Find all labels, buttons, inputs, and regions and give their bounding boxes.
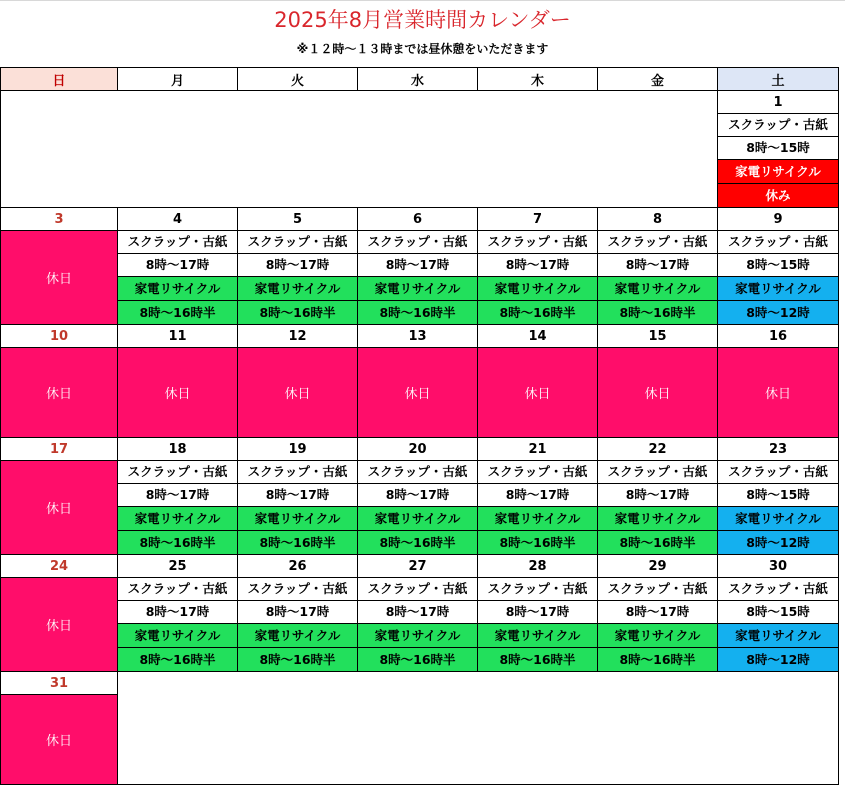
- week-4-dates: [1, 555, 839, 578]
- recycle-hours: 8時～16時半: [238, 531, 358, 555]
- empty-trailing-cells: [118, 672, 839, 785]
- empty-leading-cells: [1, 91, 718, 208]
- scrap-label: スクラップ・古紙: [478, 461, 598, 484]
- day-number: 15: [598, 325, 718, 348]
- day-number: 17: [1, 438, 118, 461]
- scrap-label: スクラップ・古紙: [478, 231, 598, 254]
- day-number: 16: [718, 325, 839, 348]
- top-rule: [0, 0, 845, 1]
- day-number: 22: [598, 438, 718, 461]
- day-number: 18: [118, 438, 238, 461]
- recycle-hours: 8時～16時半: [598, 301, 718, 325]
- calendar-grid: [0, 67, 839, 785]
- scrap-hours: 8時～17時: [478, 254, 598, 277]
- week-3-dates: [1, 438, 839, 461]
- weekday-wed: 水: [358, 68, 478, 91]
- day-number: 4: [118, 208, 238, 231]
- recycle-hours: 8時～16時半: [118, 648, 238, 672]
- recycle-hours: 8時～16時半: [238, 648, 358, 672]
- day-number: 11: [118, 325, 238, 348]
- recycle-label: 家電リサイクル: [598, 624, 718, 648]
- holiday-cell: 休日: [1, 461, 118, 555]
- day-number: 24: [1, 555, 118, 578]
- scrap-hours: 8時～15時: [718, 137, 839, 160]
- recycle-hours: 8時～12時: [718, 301, 839, 325]
- recycle-label: 家電リサイクル: [358, 277, 478, 301]
- scrap-hours: 8時～17時: [358, 484, 478, 507]
- recycle-label: 家電リサイクル: [118, 277, 238, 301]
- weekday-fri: 金: [598, 68, 718, 91]
- recycle-closed: 休み: [718, 184, 839, 208]
- recycle-label: 家電リサイクル: [238, 507, 358, 531]
- scrap-label: スクラップ・古紙: [718, 231, 839, 254]
- day-number: 21: [478, 438, 598, 461]
- day-number: 7: [478, 208, 598, 231]
- scrap-label: スクラップ・古紙: [718, 578, 839, 601]
- day-number: 27: [358, 555, 478, 578]
- day-number: 8: [598, 208, 718, 231]
- scrap-hours: 8時～17時: [238, 601, 358, 624]
- weekday-header-row: [1, 68, 839, 91]
- recycle-hours: 8時～16時半: [118, 531, 238, 555]
- scrap-label: スクラップ・古紙: [598, 578, 718, 601]
- day-number: 13: [358, 325, 478, 348]
- recycle-label: 家電リサイクル: [358, 624, 478, 648]
- weekday-sat: 土: [718, 68, 839, 91]
- day-number: 10: [1, 325, 118, 348]
- holiday-cell: 休日: [598, 348, 718, 438]
- scrap-hours: 8時～17時: [358, 254, 478, 277]
- scrap-label: スクラップ・古紙: [718, 114, 839, 137]
- week-5-dates: [1, 672, 839, 695]
- recycle-label: 家電リサイクル: [718, 624, 839, 648]
- scrap-label: スクラップ・古紙: [478, 578, 598, 601]
- scrap-label: スクラップ・古紙: [118, 231, 238, 254]
- day-number: 20: [358, 438, 478, 461]
- scrap-hours: 8時～17時: [598, 601, 718, 624]
- recycle-hours: 8時～16時半: [358, 531, 478, 555]
- holiday-cell: 休日: [1, 578, 118, 672]
- recycle-hours: 8時～16時半: [358, 301, 478, 325]
- day-number: 23: [718, 438, 839, 461]
- recycle-label: 家電リサイクル: [118, 624, 238, 648]
- day-number: 29: [598, 555, 718, 578]
- day-number: 14: [478, 325, 598, 348]
- holiday-cell: 休日: [1, 695, 118, 785]
- scrap-hours: 8時～17時: [358, 601, 478, 624]
- scrap-hours: 8時～15時: [718, 484, 839, 507]
- recycle-label: 家電リサイクル: [718, 277, 839, 301]
- scrap-label: スクラップ・古紙: [598, 461, 718, 484]
- scrap-label: スクラップ・古紙: [718, 461, 839, 484]
- week-2-dates: [1, 325, 839, 348]
- recycle-label: 家電リサイクル: [478, 624, 598, 648]
- recycle-hours: 8時～16時半: [238, 301, 358, 325]
- day-number: 5: [238, 208, 358, 231]
- scrap-hours: 8時～17時: [118, 484, 238, 507]
- scrap-hours: 8時～15時: [718, 254, 839, 277]
- recycle-label: 家電リサイクル: [238, 277, 358, 301]
- page-title: 2025年8月営業時間カレンダー: [274, 8, 571, 32]
- day-number: 26: [238, 555, 358, 578]
- weekday-mon: 月: [118, 68, 238, 91]
- scrap-label: スクラップ・古紙: [598, 231, 718, 254]
- recycle-hours: 8時～16時半: [598, 531, 718, 555]
- holiday-cell: 休日: [118, 348, 238, 438]
- holiday-cell: 休日: [1, 231, 118, 325]
- scrap-hours: 8時～17時: [118, 254, 238, 277]
- recycle-label: 家電リサイクル: [718, 160, 839, 184]
- holiday-cell: 休日: [718, 348, 839, 438]
- scrap-hours: 8時～17時: [598, 254, 718, 277]
- day-number: 25: [118, 555, 238, 578]
- day-number: 3: [1, 208, 118, 231]
- day-number: 9: [718, 208, 839, 231]
- holiday-cell: 休日: [238, 348, 358, 438]
- recycle-hours: 8時～16時半: [478, 301, 598, 325]
- scrap-label: スクラップ・古紙: [358, 461, 478, 484]
- recycle-label: 家電リサイクル: [598, 277, 718, 301]
- recycle-label: 家電リサイクル: [118, 507, 238, 531]
- recycle-hours: 8時～16時半: [118, 301, 238, 325]
- day-number: 31: [1, 672, 118, 695]
- scrap-hours: 8時～17時: [478, 484, 598, 507]
- day-number: 19: [238, 438, 358, 461]
- recycle-hours: 8時～16時半: [478, 531, 598, 555]
- scrap-hours: 8時～15時: [718, 601, 839, 624]
- lunch-break-note: ※１２時～１３時までは昼休憩をいただきます: [296, 42, 549, 56]
- holiday-cell: 休日: [478, 348, 598, 438]
- scrap-hours: 8時～17時: [238, 484, 358, 507]
- recycle-label: 家電リサイクル: [358, 507, 478, 531]
- day-number: 30: [718, 555, 839, 578]
- recycle-label: 家電リサイクル: [718, 507, 839, 531]
- weekday-tue: 火: [238, 68, 358, 91]
- scrap-hours: 8時～17時: [118, 601, 238, 624]
- scrap-label: スクラップ・古紙: [118, 461, 238, 484]
- scrap-hours: 8時～17時: [238, 254, 358, 277]
- recycle-hours: 8時～16時半: [478, 648, 598, 672]
- scrap-label: スクラップ・古紙: [358, 231, 478, 254]
- scrap-label: スクラップ・古紙: [238, 231, 358, 254]
- recycle-hours: 8時～16時半: [598, 648, 718, 672]
- day-number: 12: [238, 325, 358, 348]
- scrap-label: スクラップ・古紙: [238, 578, 358, 601]
- weekday-sun: 日: [1, 68, 118, 91]
- holiday-cell: 休日: [358, 348, 478, 438]
- day-number: 28: [478, 555, 598, 578]
- scrap-label: スクラップ・古紙: [358, 578, 478, 601]
- weekday-thu: 木: [478, 68, 598, 91]
- scrap-hours: 8時～17時: [598, 484, 718, 507]
- week-1-dates: [1, 208, 839, 231]
- scrap-hours: 8時～17時: [478, 601, 598, 624]
- scrap-label: スクラップ・古紙: [238, 461, 358, 484]
- recycle-hours: 8時～16時半: [358, 648, 478, 672]
- recycle-label: 家電リサイクル: [598, 507, 718, 531]
- recycle-label: 家電リサイクル: [238, 624, 358, 648]
- recycle-label: 家電リサイクル: [478, 277, 598, 301]
- holiday-cell: 休日: [1, 348, 118, 438]
- recycle-hours: 8時～12時: [718, 531, 839, 555]
- scrap-label: スクラップ・古紙: [118, 578, 238, 601]
- week-0: [1, 91, 839, 114]
- recycle-hours: 8時～12時: [718, 648, 839, 672]
- recycle-label: 家電リサイクル: [478, 507, 598, 531]
- day-number: 1: [718, 91, 839, 114]
- day-number: 6: [358, 208, 478, 231]
